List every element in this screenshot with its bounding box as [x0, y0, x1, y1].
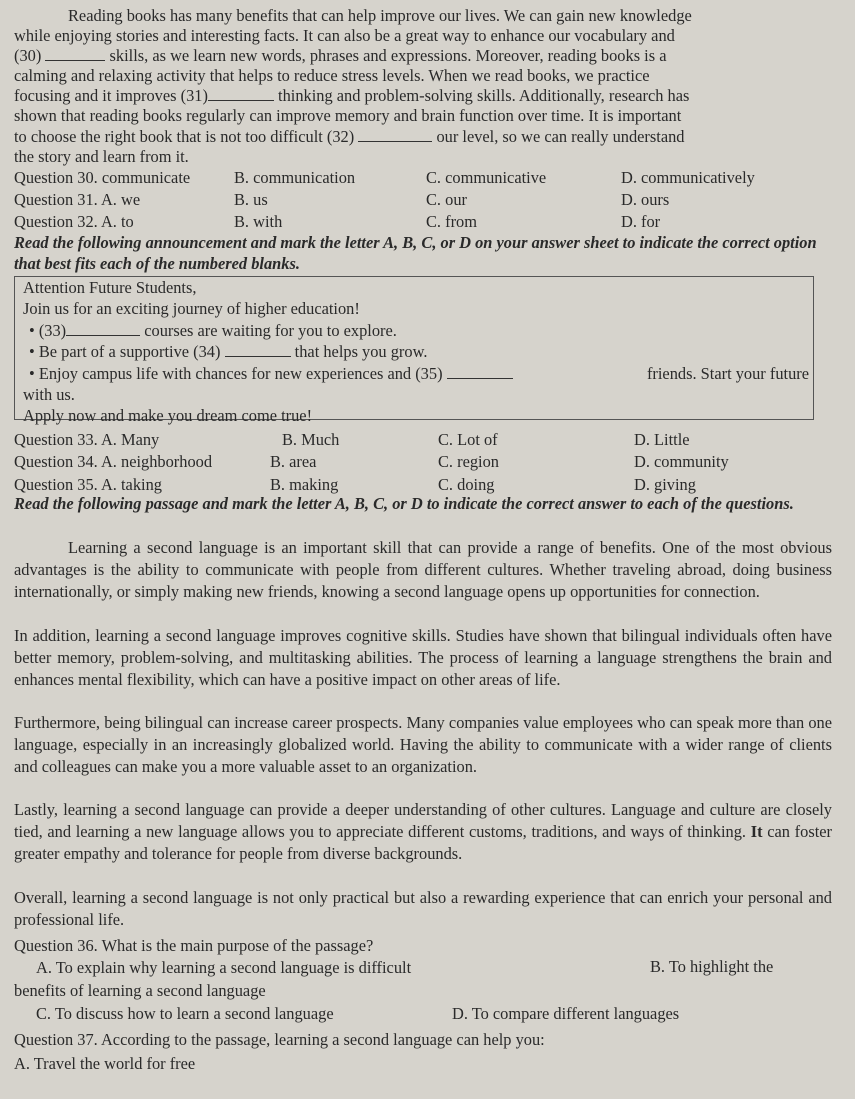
question-36-option-d[interactable]: D. To compare different languages — [452, 1004, 680, 1023]
paragraph-5: Overall, learning a second language is not only practical but also a rewarding experience that can enrich your personal and professional life. — [14, 888, 832, 929]
question-34-option-a[interactable]: Question 34. A. neighborhood — [14, 452, 213, 471]
instruction-passage: Read the following passage and mark the letter A, B, C, or D to indicate the correct answer to each of the questions. — [14, 494, 794, 513]
question-31-option-a[interactable]: Question 31. A. we — [14, 190, 141, 209]
question-36-option-b[interactable]: B. To highlight the — [650, 957, 774, 976]
passage-line: the story and learn from it. — [14, 147, 189, 166]
question-37-option-a[interactable]: A. Travel the world for free — [14, 1054, 196, 1073]
question-32-option-c[interactable]: C. from — [426, 212, 477, 231]
question-30-option-d[interactable]: D. communicatively — [621, 168, 755, 187]
paragraph-2: In addition, learning a second language improves cognitive skills. Studies have shown that bilingual individuals often have better memory, problem-solving, and multitasking abilities. The process of learning a language strengthens the brain and enhances mental flexibility, which can have a positive impact on other areas of life. — [14, 626, 832, 689]
question-36-option-b-cont[interactable]: benefits of learning a second language — [14, 981, 266, 1000]
question-30-option-c[interactable]: C. communicative — [426, 168, 547, 187]
blank-33[interactable] — [66, 321, 140, 336]
question-34-option-d[interactable]: D. community — [634, 452, 729, 471]
question-30-option-a[interactable]: Question 30. communicate — [14, 168, 191, 187]
paragraph-4-end: can foster greater empathy and tolerance for people from diverse backgrounds. — [14, 821, 832, 863]
passage-line: focusing and it improves (31) — [14, 86, 208, 105]
question-35-option-a[interactable]: Question 35. A. taking — [14, 475, 162, 494]
announcement-line: that helps you grow. — [294, 342, 428, 362]
instruction-announcement: Read the following announcement and mark the letter A, B, C, or D on your answer sheet to indicate the correct option that best fits each of the numbered blanks. — [14, 233, 817, 273]
blank-number-30: (30) — [14, 46, 42, 65]
announcement-line: Apply now and make you dream come true! — [23, 406, 313, 426]
passage-line: while enjoying stories and interesting facts. It can also be a great way to enhance our vocabulary and — [14, 26, 675, 45]
bullet-34: • Be part of a supportive (34) — [29, 342, 221, 362]
question-36-option-a[interactable]: A. To explain why learning a second language is difficult — [36, 958, 412, 977]
question-32-option-a[interactable]: Question 32. A. to — [14, 212, 134, 231]
blank-31[interactable] — [208, 86, 274, 101]
question-34 — [14, 452, 834, 472]
question-31-option-d[interactable]: D. ours — [621, 190, 670, 209]
announcement-line: with us. — [23, 385, 75, 405]
question-36-stem: Question 36. What is the main purpose of the passage? — [14, 936, 374, 955]
question-35-option-b[interactable]: B. making — [270, 475, 339, 494]
paragraph-1: Learning a second language is an important skill that can provide a range of benefits. One of the most obvious advantages is the ability to communicate with people from different cultures. Whether traveling abroad, doing business internationally, or simply making new friends, knowing a second language opens up opportunities for connection. — [14, 538, 832, 601]
announcement-title: Attention Future Students, — [23, 278, 197, 297]
question-33-option-a[interactable]: Question 33. A. Many — [14, 430, 160, 449]
passage-line: Reading books has many benefits that can help improve our lives. We can gain new knowledge — [68, 6, 692, 25]
blank-34[interactable] — [225, 342, 291, 357]
blank-30[interactable] — [45, 46, 105, 61]
passage-line: calming and relaxing activity that helps to reduce stress levels. When we read books, we practice — [14, 66, 650, 85]
announcement-box — [14, 276, 814, 426]
blank-32[interactable] — [358, 127, 432, 142]
question-31 — [14, 190, 834, 210]
highlighted-word-it: It — [750, 821, 763, 841]
announcement-line: courses are waiting for you to explore. — [144, 320, 397, 340]
announcement-line: friends. Start your future — [646, 363, 809, 383]
question-30 — [14, 168, 834, 188]
question-31-option-b[interactable]: B. us — [234, 190, 268, 209]
question-32-option-b[interactable]: B. with — [234, 212, 283, 231]
question-37-stem: Question 37. According to the passage, learning a second language can help you: — [14, 1030, 545, 1049]
question-35 — [14, 475, 834, 495]
question-33-option-b[interactable]: B. Much — [282, 430, 340, 449]
passage-line: thinking and problem-solving skills. Additionally, research has — [278, 86, 690, 105]
passage-line: to choose the right book that is not too difficult (32) — [14, 127, 355, 146]
question-32 — [14, 212, 834, 232]
question-33 — [14, 430, 834, 450]
bullet-35: • Enjoy campus life with chances for new experiences and (35) — [29, 363, 443, 383]
blank-35[interactable] — [447, 364, 513, 379]
question-35-option-c[interactable]: C. doing — [438, 475, 495, 494]
passage-line: our level, so we can really understand — [436, 127, 685, 146]
question-33-option-d[interactable]: D. Little — [634, 430, 690, 449]
question-33-option-c[interactable]: C. Lot of — [438, 430, 498, 449]
question-34-option-c[interactable]: C. region — [438, 452, 500, 471]
question-32-option-d[interactable]: D. for — [621, 212, 661, 231]
question-34-option-b[interactable]: B. area — [270, 452, 317, 471]
passage-line: skills, as we learn new words, phrases and expressions. Moreover, reading books is a — [109, 46, 667, 65]
passage-line: shown that reading books regularly can improve memory and brain function over time. It is important — [14, 106, 682, 125]
paragraph-4: Lastly, learning a second language can provide a deeper understanding of other cultures. Language and culture are closely tied, and learning a new language allows you to appreciate different customs, traditions, and ways of thinking. — [14, 800, 832, 841]
question-30-option-b[interactable]: B. communication — [234, 168, 356, 187]
question-31-option-c[interactable]: C. our — [426, 190, 467, 209]
paragraph-3: Furthermore, being bilingual can increase career prospects. Many companies value employees who can speak more than one language, especially in an increasingly globalized world. Having the ability to communicate with a wider range of clients and colleagues can make you a more valuable asset to an organization. — [14, 713, 832, 776]
question-35-option-d[interactable]: D. giving — [634, 475, 696, 494]
question-36-option-c[interactable]: C. To discuss how to learn a second language — [36, 1004, 334, 1023]
announcement-line: Join us for an exciting journey of higher education! — [23, 299, 360, 319]
bullet-33: • (33) — [29, 320, 67, 340]
